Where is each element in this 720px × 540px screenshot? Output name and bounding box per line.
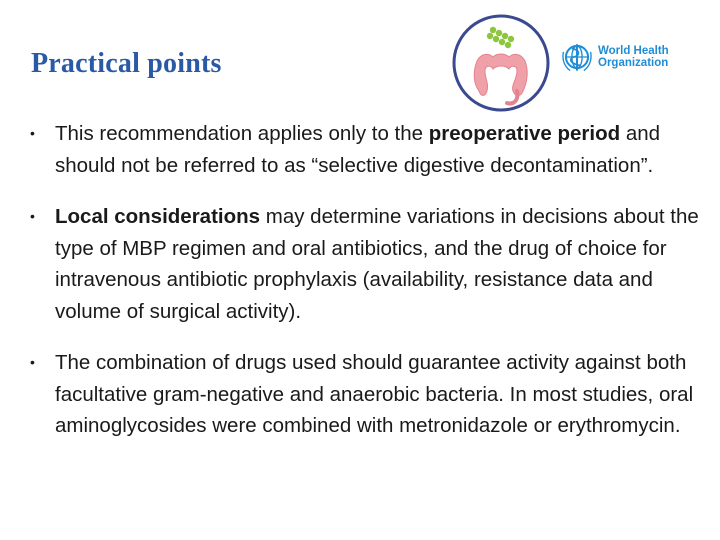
bullet-text: This recommendation applies only to the preoperative period and should not be referred to as “selective digestive decontamination”. [55, 122, 661, 177]
bullet-item [30, 347, 700, 442]
colon-illustration-icon [451, 13, 551, 113]
who-line1: World Health [598, 45, 669, 57]
who-wordmark [598, 45, 669, 69]
bullet-text: The combination of drugs used should guarantee activity against both facultative gram-negative and anaerobic bacteria. In most studies, oral aminoglycosides were combined with metronidazole or erythromycin. [55, 351, 694, 437]
who-logo [560, 40, 669, 74]
who-line2: Organization [598, 57, 669, 69]
bullet-dot-icon: • [30, 208, 35, 224]
bullet-item [30, 118, 700, 181]
bullet-text: Local considerations may determine variations in decisions about the type of MBP regimen and oral antibiotics, and the drug of choice for intravenous antibiotic prophylaxis (availability, resistance data and volume of surgical activity). [55, 205, 699, 323]
slide-title: Practical points [31, 48, 222, 79]
bullet-list [30, 118, 700, 462]
who-emblem-icon [560, 40, 594, 74]
bullet-dot-icon: • [30, 354, 35, 370]
bullet-dot-icon: • [30, 125, 35, 141]
bullet-item [30, 201, 700, 327]
